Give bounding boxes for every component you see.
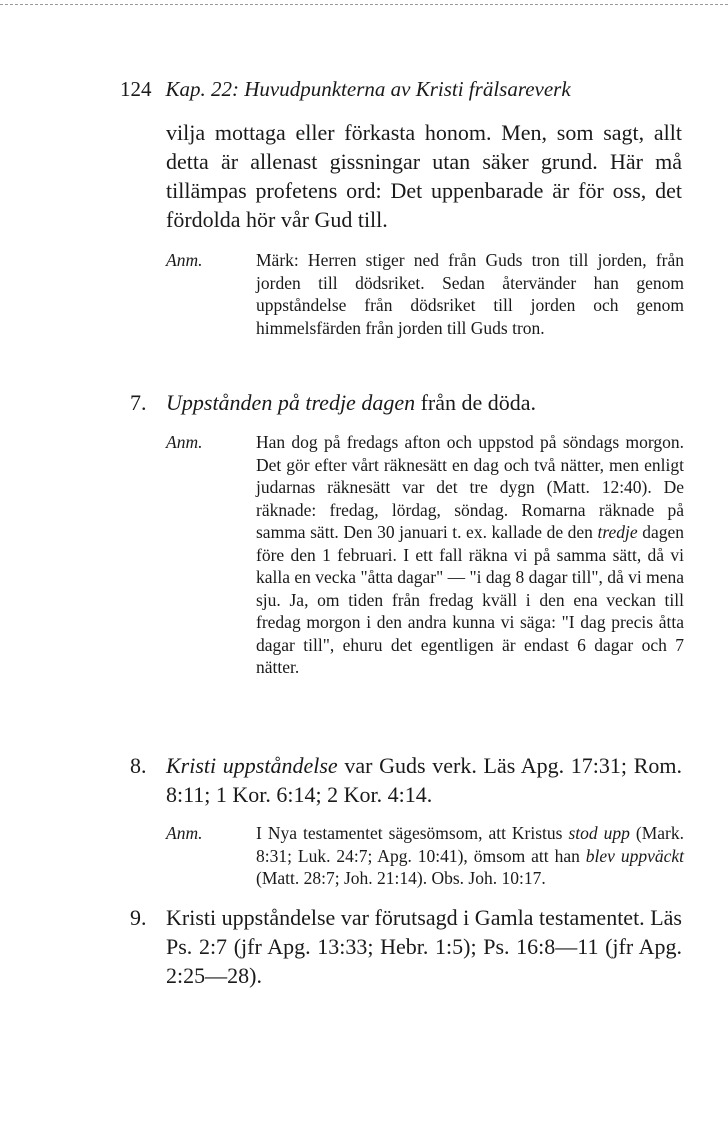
item-number: 9.: [130, 905, 147, 930]
running-header: [120, 76, 680, 102]
annotation-text-part: (Matt. 28:7; Joh. 21:14). Obs. Joh. 10:17.: [256, 868, 546, 888]
annotation-text-part: Han dog på fredags afton och uppstod på söndags morgon. Det gör efter vårt räknesätt en dag och två nätter, men enligt judarnas räknesätt var det tre dygn (Matt. 12:40). De räknade: fredag, lördag, söndag. Romarna räknade på samma sätt. Den 30 januari t. ex. kallade de den: [256, 432, 684, 542]
annotation-text-part: dagen före den 1 februari. I ett fall räkna vi på samma sätt, då vi kalla en vecka "åtta dagar" — "i dag 8 dagar till", då vi mena sju. Ja, om tiden från fredag kväll i den ena veckan till fredag morgon i den andra kunna vi säga: "I dag precis åtta dagar till", ehuru det egentligen är endast 6 dagar och 7 nätter.: [256, 522, 684, 677]
annotation-label: Anm.: [166, 250, 203, 270]
running-head-title: Kap. 22: Huvudpunkterna av Kristi frälsareverk: [165, 77, 571, 101]
item-number: 8.: [130, 753, 147, 778]
annotation-text: [256, 431, 684, 679]
annotation-text-part: (Mark. 8:31; Luk. 24:7; Apg. 10:41), ömsom att han: [256, 823, 685, 866]
item-number: 7.: [130, 390, 147, 415]
annotation-emphasis: blev uppväckt: [585, 845, 684, 866]
item-heading: [166, 388, 682, 417]
page-number: 124: [120, 77, 152, 101]
intro-paragraph: vilja mottaga eller förkasta honom. Men, som sagt, allt detta är allenast gissningar utan säker grund. Här må tillämpas profetens ord: Det uppenbarade är för oss, det fördolda hör vår Gud till.: [166, 120, 682, 232]
item-heading: [166, 751, 682, 809]
item-text: Kristi uppståndelse var förutsagd i Gamla testamentet. Läs Ps. 2:7 (jfr Apg. 13:33; Hebr. 1:5); Ps. 16:8—11 (jfr Apg. 2:25—28).: [166, 905, 682, 988]
annotation-emphasis: stod upp: [568, 823, 630, 843]
annotation-label: Anm.: [166, 823, 203, 843]
annotation-text: [256, 822, 684, 890]
annotation-label: Anm.: [166, 432, 203, 452]
top-edge-line: [0, 4, 728, 5]
annotation-text: Märk: Herren stiger ned från Guds tron till jorden, från jorden till dödsriket. Sedan återvänder han genom uppståndelse från dödsriket till jorden och genom himmelsfärden från jorden till Guds tron.: [256, 250, 684, 338]
item-heading-italic: Uppstånden på tredje dagen: [166, 390, 416, 415]
item-heading-italic: Kristi uppståndelse: [166, 753, 338, 778]
item-heading-rest: var Guds verk. Läs Apg. 17:31; Rom. 8:11; 1 Kor. 6:14; 2 Kor. 4:14.: [166, 753, 682, 807]
item-heading-rest: från de döda.: [415, 390, 537, 415]
annotation-emphasis: tredje: [597, 522, 638, 542]
annotation-text-part: I Nya testamentet sägesömsom, att Kristus: [256, 823, 569, 843]
